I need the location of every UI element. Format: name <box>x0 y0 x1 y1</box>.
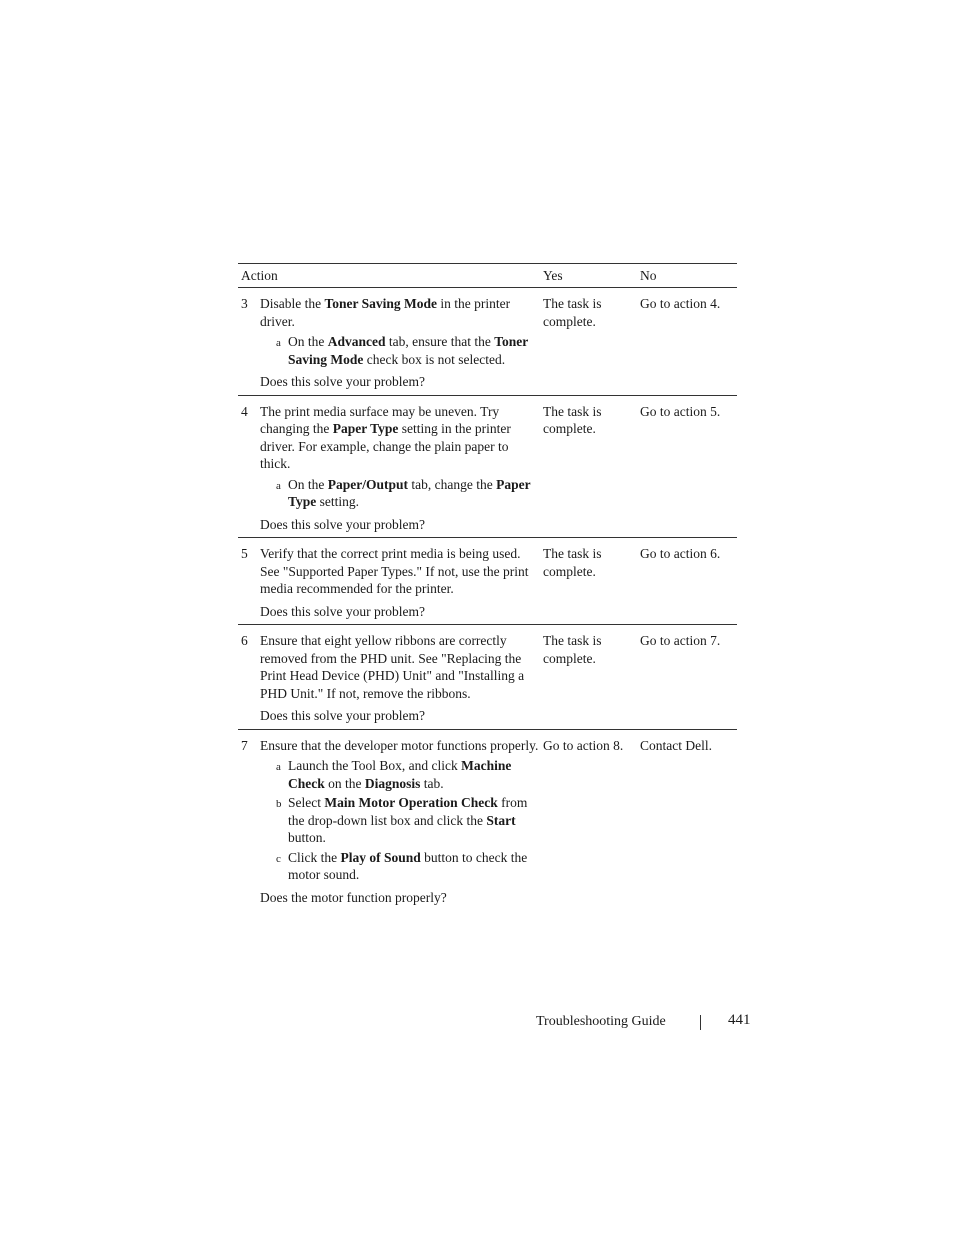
no-cell: Contact Dell. <box>640 737 712 753</box>
footer-divider <box>700 1015 701 1030</box>
no-cell: Go to action 7. <box>640 633 721 648</box>
sub-step-text: Click the Play of Sound button to check the motor sound. <box>288 849 528 882</box>
sub-step-label: a <box>276 337 281 349</box>
no-cell: Go to action 6. <box>640 546 721 561</box>
table-row <box>238 730 737 911</box>
sub-step <box>276 333 539 368</box>
table-row <box>238 625 737 729</box>
page-footer <box>536 1012 751 1030</box>
header-yes: Yes <box>543 268 563 283</box>
sub-step-text: Select Main Motor Operation Check from the drop-down list box and click the Start button. <box>288 795 528 845</box>
header-no: No <box>640 268 657 283</box>
action-cell <box>260 737 543 907</box>
troubleshooting-table <box>238 263 737 910</box>
action-number: 7 <box>241 737 248 753</box>
sub-step-label: a <box>276 479 281 492</box>
action-cell <box>260 545 543 620</box>
action-text: Verify that the correct print media is being used. See "Supported Paper Types." If not, use the print media recommended for the printer. <box>260 546 529 596</box>
action-cell <box>260 295 543 391</box>
action-number: 3 <box>241 296 248 311</box>
sub-step-label: a <box>276 761 281 773</box>
sub-step <box>276 757 539 792</box>
sub-step-text: Launch the Tool Box, and click Machine Check on the Diagnosis tab. <box>288 758 512 791</box>
question-text: Does this solve your problem? <box>260 708 425 723</box>
action-number: 6 <box>241 633 248 648</box>
question-text: Does this solve your problem? <box>260 516 425 532</box>
table-row <box>238 396 737 538</box>
table-row <box>238 538 737 624</box>
footer-section-title: Troubleshooting Guide <box>536 1014 666 1029</box>
sub-step <box>276 849 539 884</box>
yes-cell: The task is complete. <box>543 296 602 329</box>
yes-cell: The task is complete. <box>543 403 602 436</box>
sub-step-label: b <box>276 798 282 810</box>
table-header-row <box>238 263 737 288</box>
action-number: 5 <box>241 546 248 561</box>
action-text: Ensure that eight yellow ribbons are correctly removed from the PHD unit. See "Replacing the Print Head Device (PHD) Unit" and "Installing a PHD Unit." If not, remove the ribbons. <box>260 633 525 701</box>
action-cell <box>260 403 543 534</box>
yes-cell: The task is complete. <box>543 546 602 579</box>
yes-cell: The task is complete. <box>543 633 602 666</box>
sub-step <box>276 794 539 847</box>
sub-step-text: On the Paper/Output tab, change the Paper Type setting. <box>288 476 531 509</box>
question-text: Does the motor function properly? <box>260 889 447 905</box>
action-number: 4 <box>241 403 248 419</box>
yes-cell: Go to action 8. <box>543 737 624 753</box>
action-cell <box>260 632 543 725</box>
action-text: Ensure that the developer motor functions properly. <box>260 737 539 753</box>
sub-step-label: c <box>276 852 281 865</box>
sub-step <box>276 476 539 511</box>
action-text: Disable the Toner Saving Mode in the printer driver. <box>260 296 511 329</box>
no-cell: Go to action 4. <box>640 296 721 311</box>
header-action: Action <box>241 268 278 283</box>
sub-step-text: On the Advanced tab, ensure that the Toner Saving Mode check box is not selected. <box>288 334 528 367</box>
table-row <box>238 288 737 395</box>
question-text: Does this solve your problem? <box>260 603 425 619</box>
action-text: The print media surface may be uneven. Try changing the Paper Type setting in the printer driver. For example, change the plain paper to thick. <box>260 403 511 471</box>
no-cell: Go to action 5. <box>640 403 721 419</box>
page-number: 441 <box>728 1012 751 1028</box>
question-text: Does this solve your problem? <box>260 374 425 389</box>
